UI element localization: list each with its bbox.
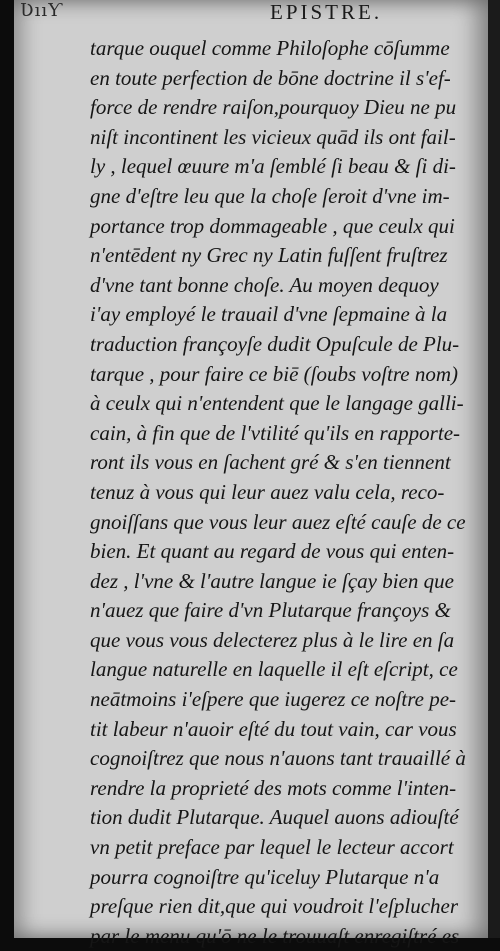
text-line: tion dudit Plutarque. Auquel auons adiouſté — [90, 805, 459, 830]
text-line: traduction françoyſe dudit Opuſcule de Plu- — [90, 331, 460, 356]
text-line: à ceulx qui n'entendent que le langage galli- — [90, 391, 464, 416]
text-line: tenuz à vous qui leur auez valu cela, reco- — [90, 479, 445, 504]
text-line: neātmoins i'eſpere que iugerez ce noſtre pe- — [90, 687, 457, 712]
text-line: tarque , pour faire ce biē (ſoubs voſtre nom) — [90, 361, 459, 386]
text-line: portance trop dommageable , que ceulx qui — [90, 213, 455, 238]
text-line: d'vne tant bonne choſe. Au moyen dequoy — [90, 272, 439, 297]
text-line: langue naturelle en laquelle il eſt eſcript, ce — [90, 657, 458, 682]
text-line: force de rendre raiſon,pourquoy Dieu ne pu — [90, 95, 457, 120]
text-line: ront ils vous en ſachent gré & s'en tiennent — [90, 450, 451, 475]
text-line: rendre la proprieté des mots comme l'inten- — [90, 775, 457, 800]
text-line: que vous vous delecterez plus à le lire en ſa — [90, 627, 455, 652]
text-line: pourra cognoiſtre qu'iceluy Plutarque n'a — [90, 864, 440, 889]
text-line: cain, à fin que de l'vtilité qu'ils en rapporte- — [90, 420, 461, 445]
text-line: dez , l'vne & l'autre langue ie ſçay bien que — [90, 568, 454, 593]
text-line: bien. Et quant au regard de vous qui enten- — [90, 539, 455, 564]
text-line: par le menu qu'ō ne le trouuaſt enregiſtré es — [90, 923, 460, 948]
text-line: tarque ouquel comme Philoſophe cōſumme — [90, 36, 450, 60]
text-line: gnoiſſans que vous leur auez eſté cauſe de ce — [90, 509, 466, 534]
text-line: preſque rien dit,que qui voudroit l'eſplucher — [90, 894, 459, 919]
text-block — [90, 34, 495, 951]
text-line: niſt incontinent les vicieux quād ils ont fail- — [90, 124, 456, 149]
text-line: n'auez que faire d'vn Plutarque françoys & — [90, 598, 451, 623]
text-line: vn petit preface par lequel le lecteur accort — [90, 835, 454, 860]
text-line: cognoiſtrez que nous n'auons tant trauaillé à — [90, 746, 466, 771]
text-line: n'entēdent ny Grec ny Latin fuſſent fruſtrez — [90, 243, 448, 268]
book-page — [14, 0, 490, 948]
text-line: en toute perfection de bōne doctrine il s'ef- — [90, 65, 451, 90]
text-line: i'ay employé le trauail d'vne ſepmaine à la — [90, 302, 448, 327]
running-head: EPISTRE. — [270, 0, 383, 24]
text-line: tit labeur n'auoir eſté du tout vain, car vous — [90, 716, 457, 741]
text-line: gne d'eſtre leu que la choſe ſeroit d'vne im- — [90, 183, 450, 208]
text-line: ly , lequel œuure m'a ſemblé ſi beau & ſi di- — [90, 154, 456, 179]
page-edge-shadow — [488, 0, 500, 938]
page-number: ƲııƳ — [20, 0, 63, 21]
